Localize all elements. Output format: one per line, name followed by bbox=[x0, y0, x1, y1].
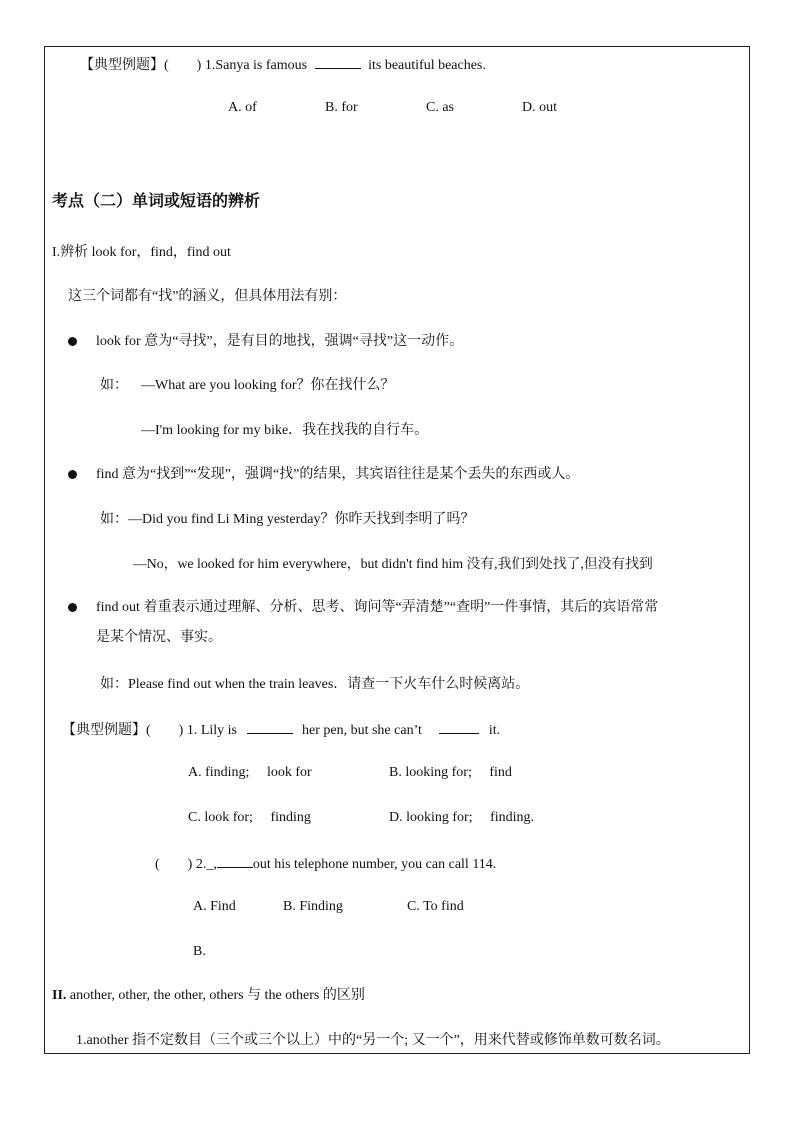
option-c: C. as bbox=[426, 100, 454, 115]
answer-blank bbox=[217, 853, 253, 868]
option-a: A. Find bbox=[193, 899, 236, 914]
example-sentence: —No，we looked for him everywhere，but didn't find him 没有,我们到处找了,但没有找到 bbox=[133, 556, 653, 571]
option-b: B. Finding bbox=[283, 899, 343, 914]
example-1-question: 【典型例题】( ) 1.Sanya is famous its beautiful beaches. bbox=[80, 54, 486, 76]
option-a: A. of bbox=[228, 100, 257, 115]
bullet-look-for: look for 意为“寻找”，是有目的地找，强调“寻找”这一动作。 bbox=[96, 334, 464, 349]
bullet-find-out-cont: 是某个情况、事实。 bbox=[96, 630, 222, 645]
option-d: D. looking for; finding. bbox=[389, 810, 535, 825]
example-2-question-1: 【典型例题】( ) 1. Lily is her pen, but she can’t it. bbox=[62, 719, 500, 741]
section-title: 考点（二）单词或短语的辨析 bbox=[52, 193, 261, 210]
answer-blank bbox=[439, 719, 479, 734]
example-sentence: —I'm looking for my bike．我在找我的自行车。 bbox=[141, 423, 429, 438]
example-sentence: 如：—Did you find Li Ming yesterday？你昨天找到李明了吗？ bbox=[100, 512, 475, 527]
example-2-question-2: ( ) 2._, out his telephone number, you can call 114. bbox=[155, 853, 496, 875]
bullet-icon bbox=[68, 337, 77, 346]
bullet-icon bbox=[68, 470, 77, 479]
bullet-icon bbox=[68, 603, 77, 612]
subsection-title-1: I.辨析 look for，find，find out bbox=[52, 245, 231, 260]
example-sentence: 如：Please find out when the train leaves．请查一下火车什么时候离站。 bbox=[100, 677, 530, 692]
example-sentence: —What are you looking for？你在找什么？ bbox=[141, 378, 395, 393]
option-b: B. looking for; find bbox=[389, 765, 512, 780]
intro-text: 这三个词都有“找”的涵义，但具体用法有别： bbox=[68, 289, 347, 304]
option-c: C. To find bbox=[407, 899, 464, 914]
answer-blank bbox=[315, 54, 361, 69]
bullet-find-out: find out 着重表示通过理解、分析、思考、询问等“弄清楚”“查明”一件事情，其后的宾语常常 bbox=[96, 600, 659, 615]
option-d: D. out bbox=[522, 100, 557, 115]
option-d: B. bbox=[193, 944, 206, 959]
item-another: 1.another 指不定数目（三个或三个以上）中的“另一个; 又一个”，用来代替或修饰单数可数名词。 bbox=[76, 1033, 670, 1048]
option-b: B. for bbox=[325, 100, 358, 115]
option-c: C. look for; finding bbox=[188, 810, 311, 825]
option-a: A. finding; look for bbox=[188, 765, 312, 780]
subsection-title-2: II. another, other, the other, others 与 the others 的区别 bbox=[52, 988, 365, 1003]
bullet-find: find 意为“找到”“发现”，强调“找”的结果，其宾语往往是某个丢失的东西或人。 bbox=[96, 467, 580, 482]
answer-blank bbox=[247, 719, 293, 734]
example-label: 如： bbox=[100, 378, 128, 393]
